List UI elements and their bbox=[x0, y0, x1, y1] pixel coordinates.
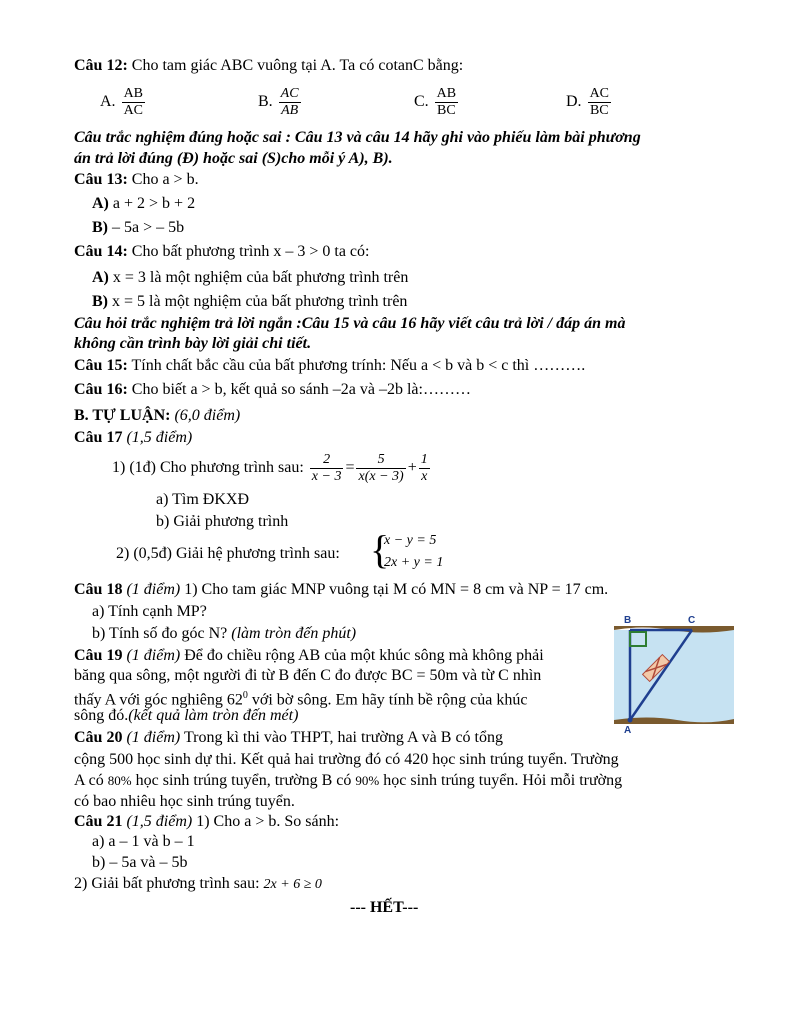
q17-equation-line bbox=[112, 448, 432, 488]
eq-fraction-2 bbox=[356, 452, 405, 485]
fraction-denominator: x bbox=[421, 468, 428, 484]
q19-line2: băng qua sông, một người đi từ B đến C đo được BC = 50m và từ C nhìn bbox=[74, 667, 542, 684]
tf-header-line2: án trả lời đúng (Đ) hoặc sai (S)cho mỗi ý A), B). bbox=[74, 150, 393, 167]
q12-option-c bbox=[414, 86, 460, 119]
q19-line3-b: với bờ sông. Em hãy tính bề rộng của khúc bbox=[247, 691, 528, 709]
q18-b-note: (làm tròn đến phút) bbox=[231, 625, 357, 642]
q21-label: Câu 21 bbox=[74, 813, 123, 830]
q17-b: b) Giải phương trình bbox=[156, 513, 289, 530]
q13-text: Cho a > b. bbox=[131, 171, 199, 188]
river-figure bbox=[612, 612, 736, 736]
q21-p2: 2) Giải bất phương trình sau: bbox=[74, 875, 260, 892]
fraction-numerator: 1 bbox=[420, 451, 428, 467]
q19-line3-a: thấy A với góc nghiêng 62 bbox=[74, 691, 243, 709]
q19-line1 bbox=[74, 646, 544, 666]
option-fraction: $\frac{AB}{AC}$ bbox=[123, 86, 144, 118]
label-c: C bbox=[688, 615, 696, 626]
q20-label: Câu 20 bbox=[74, 729, 123, 746]
q19-points: (1 điểm) bbox=[126, 647, 181, 664]
q17-points: (1,5 điểm) bbox=[126, 429, 193, 446]
short-header-line2: không cần trình bày lời giải chi tiết. bbox=[74, 335, 312, 352]
q18-points: (1 điểm) bbox=[126, 581, 181, 598]
q12-text: Cho tam giác ABC vuông tại A. Ta có cotanC bằng: bbox=[131, 57, 464, 74]
q12-option-b bbox=[258, 86, 303, 119]
q18-b-text: b) Tính số đo góc N? bbox=[92, 625, 228, 642]
q21-text: 1) Cho a > b. So sánh: bbox=[196, 813, 340, 830]
option-letter: C. bbox=[414, 93, 429, 111]
option-fraction: $\frac{AB}{BC}$ bbox=[436, 86, 457, 118]
q14-line bbox=[74, 242, 369, 262]
q18-line bbox=[74, 580, 608, 600]
short-header-line1: Câu hỏi trắc nghiệm trả lời ngắn :Câu 15 và câu 16 hãy viết câu trả lời / đáp án mà bbox=[74, 315, 626, 332]
q14-a bbox=[92, 268, 408, 288]
q20-line3-a: A có bbox=[74, 772, 104, 789]
part-b-title bbox=[74, 406, 240, 426]
q19-line4 bbox=[74, 706, 298, 726]
q21-points: (1,5 điểm) bbox=[126, 813, 193, 830]
q15-line bbox=[74, 356, 585, 376]
q13-b bbox=[92, 218, 184, 238]
eq-equals: = bbox=[345, 459, 355, 476]
q12-option-d bbox=[566, 86, 613, 119]
q21-inequality: 2x + 6 ≥ 0 bbox=[263, 877, 322, 892]
option-letter: A. bbox=[100, 93, 116, 111]
point-a bbox=[628, 718, 633, 723]
q15-label: Câu 15: bbox=[74, 357, 128, 374]
q19-text: Để đo chiều rộng AB của một khúc sông mà không phải bbox=[184, 647, 544, 664]
eq-fraction-1 bbox=[310, 452, 344, 485]
option-fraction: $\frac{AC}{AB}$ bbox=[280, 86, 299, 118]
fraction-numerator: 5 bbox=[356, 452, 405, 469]
option-letter: D. bbox=[566, 93, 582, 111]
q17-label: Câu 17 bbox=[74, 429, 123, 446]
q21-line bbox=[74, 812, 339, 832]
q21-b: b) – 5a và – 5b bbox=[92, 854, 188, 871]
q18-label: Câu 18 bbox=[74, 581, 123, 598]
percent-b: 90% bbox=[355, 773, 380, 788]
q21-a: a) a – 1 và b – 1 bbox=[92, 833, 195, 850]
q20-text: Trong kì thi vào THPT, hai trường A và B có tổng bbox=[183, 729, 503, 746]
fraction-denominator: x(x − 3) bbox=[358, 468, 404, 484]
eq-fraction-3 bbox=[419, 452, 430, 485]
q20-line2: cộng 500 học sinh dự thi. Kết quả hai trường đó có 420 học sinh trúng tuyển. Trường bbox=[74, 751, 619, 768]
river-water bbox=[614, 630, 734, 722]
q18-a: a) Tính cạnh MP? bbox=[92, 603, 207, 620]
q16-text: Cho biết a > b, kết quả so sánh –2a và –2b là:……… bbox=[131, 381, 471, 398]
tf-header-line1: Câu trắc nghiệm đúng hoặc sai : Câu 13 và câu 14 hãy ghi vào phiếu làm bài phương bbox=[74, 129, 641, 146]
q20-line4: có bao nhiêu học sinh trúng tuyển. bbox=[74, 793, 295, 810]
item-text: x = 3 là một nghiệm của bất phương trình trên bbox=[112, 269, 409, 286]
fraction-denominator: x − 3 bbox=[311, 468, 342, 484]
q16-label: Câu 16: bbox=[74, 381, 128, 398]
q16-line bbox=[74, 380, 471, 400]
q19-line4-note: (kết quả làm tròn đến mét) bbox=[128, 707, 299, 724]
percent-a: 80% bbox=[107, 773, 132, 788]
q20-line1 bbox=[74, 728, 503, 748]
system-eq-2: 2x + y = 1 bbox=[384, 555, 444, 570]
q18-text: 1) Cho tam giác MNP vuông tại M có MN = 8 cm và NP = 17 cm. bbox=[184, 581, 609, 598]
q20-points: (1 điểm) bbox=[126, 729, 181, 746]
item-text: – 5a > – 5b bbox=[112, 219, 185, 236]
item-text: a + 2 > b + 2 bbox=[112, 195, 196, 212]
q15-text: Tính chất bắc cầu của bất phương trính: Nếu a < b và b < c thì ………. bbox=[131, 357, 586, 374]
q12-label: Câu 12: bbox=[74, 57, 128, 74]
label-a: A bbox=[624, 725, 632, 736]
item-label: B) bbox=[92, 293, 108, 310]
q14-text: Cho bất phương trình x – 3 > 0 ta có: bbox=[131, 243, 370, 260]
q20-line3-c: học sinh trúng tuyển. Hỏi mỗi trường bbox=[383, 772, 623, 789]
q17-line bbox=[74, 428, 192, 448]
q19-label: Câu 19 bbox=[74, 647, 123, 664]
q13-line bbox=[74, 170, 199, 190]
q17-p2: 2) (0,5đ) Giải hệ phương trình sau: bbox=[116, 545, 340, 562]
q18-b bbox=[92, 624, 356, 644]
eq-plus: + bbox=[407, 459, 417, 476]
degree-superscript: 0 bbox=[242, 690, 248, 701]
item-label: A) bbox=[92, 269, 109, 286]
option-fraction: $\frac{AC}{BC}$ bbox=[589, 86, 610, 118]
item-label: A) bbox=[92, 195, 109, 212]
q19-line4-text: sông đó. bbox=[74, 707, 129, 724]
fraction-numerator: 2 bbox=[310, 452, 344, 469]
q14-b bbox=[92, 292, 407, 312]
system-brace: { bbox=[370, 527, 390, 572]
q13-a bbox=[92, 194, 195, 214]
q17-a: a) Tìm ĐKXĐ bbox=[156, 491, 250, 508]
q21-p2-line bbox=[74, 874, 322, 895]
q12-line bbox=[74, 56, 463, 76]
label-b: B bbox=[624, 615, 632, 626]
end-marker: --- HẾT--- bbox=[350, 899, 419, 916]
item-text: x = 5 là một nghiệm của bất phương trình trên bbox=[112, 293, 408, 310]
q20-line3-b: học sinh trúng tuyển, trường B có bbox=[135, 772, 352, 789]
q13-label: Câu 13: bbox=[74, 171, 128, 188]
q17-p1: 1) (1đ) Cho phương trình sau: bbox=[112, 459, 304, 476]
part-b-label: B. TỰ LUẬN: bbox=[74, 407, 171, 424]
q12-option-a bbox=[100, 86, 147, 119]
option-letter: B. bbox=[258, 93, 273, 111]
system-eq-1: x − y = 5 bbox=[384, 533, 437, 548]
q17-system bbox=[370, 527, 470, 576]
q14-label: Câu 14: bbox=[74, 243, 128, 260]
part-b-points: (6,0 điểm) bbox=[174, 407, 241, 424]
q20-line3 bbox=[74, 771, 622, 791]
item-label: B) bbox=[92, 219, 108, 236]
